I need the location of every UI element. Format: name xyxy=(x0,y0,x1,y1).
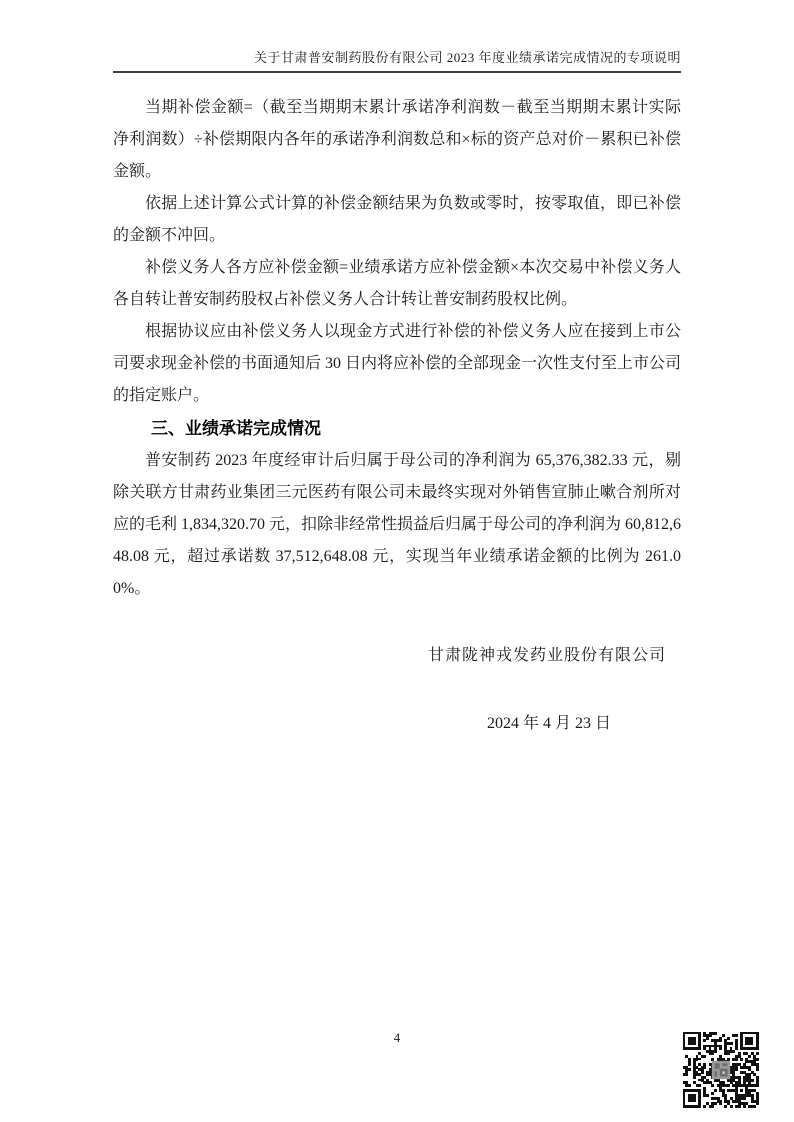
paragraph-zero-rule: 依据上述计算公式计算的补偿金额结果为负数或零时，按零取值，即已补偿的金额不冲回。 xyxy=(113,195,681,244)
page-number: 4 xyxy=(393,1030,401,1045)
document-header xyxy=(113,50,681,73)
header-title: 关于甘肃普安制药股份有限公司 2023 年度业绩承诺完成情况的专项说明 xyxy=(253,50,681,65)
paragraph-cash-payment: 根据协议应由补偿义务人以现金方式进行补偿的补偿义务人应在接到上市公司要求现金补偿的书面通知后 30 日内将应补偿的全部现金一次性支付至上市公司的指定账户。 xyxy=(113,323,682,404)
paragraph-compensation-formula: 当期补偿金额=（截至当期期末累计承诺净利润数－截至当期期末累计实际净利润数）÷补偿期限内各年的承诺净利润数总和×标的资产总对价－累积已补偿金额。 xyxy=(113,99,681,180)
qr-code-icon xyxy=(683,1032,759,1108)
document-body xyxy=(113,92,681,605)
signature-company: 甘肃陇神戎发药业股份有限公司 xyxy=(427,647,666,664)
paragraph-obligor-share: 补偿义务人各方应补偿金额=业绩承诺方应补偿金额×本次交易中补偿义务人各自转让普安制药股权占补偿义务人合计转让普安制药股权比例。 xyxy=(113,259,681,308)
signature-date: 2024 年 4 月 23 日 xyxy=(487,715,612,732)
section-heading: 三、业绩承诺完成情况 xyxy=(151,419,321,438)
paragraph-performance-result: 普安制药 2023 年度经审计后归属于母公司的净利润为 65,376,382.33 元，剔除关联方甘肃药业集团三元医药有限公司未最终实现对外销售宣肺止嗽合剂所对应的毛利 1,834,320.70 元，扣除非经常性损益后归属于母公司的净利润为 60,812,648.08 元，超过承诺数 37,512,648.08 元，实现当年业绩承诺金额的比例为 261.00%。 xyxy=(113,452,682,597)
